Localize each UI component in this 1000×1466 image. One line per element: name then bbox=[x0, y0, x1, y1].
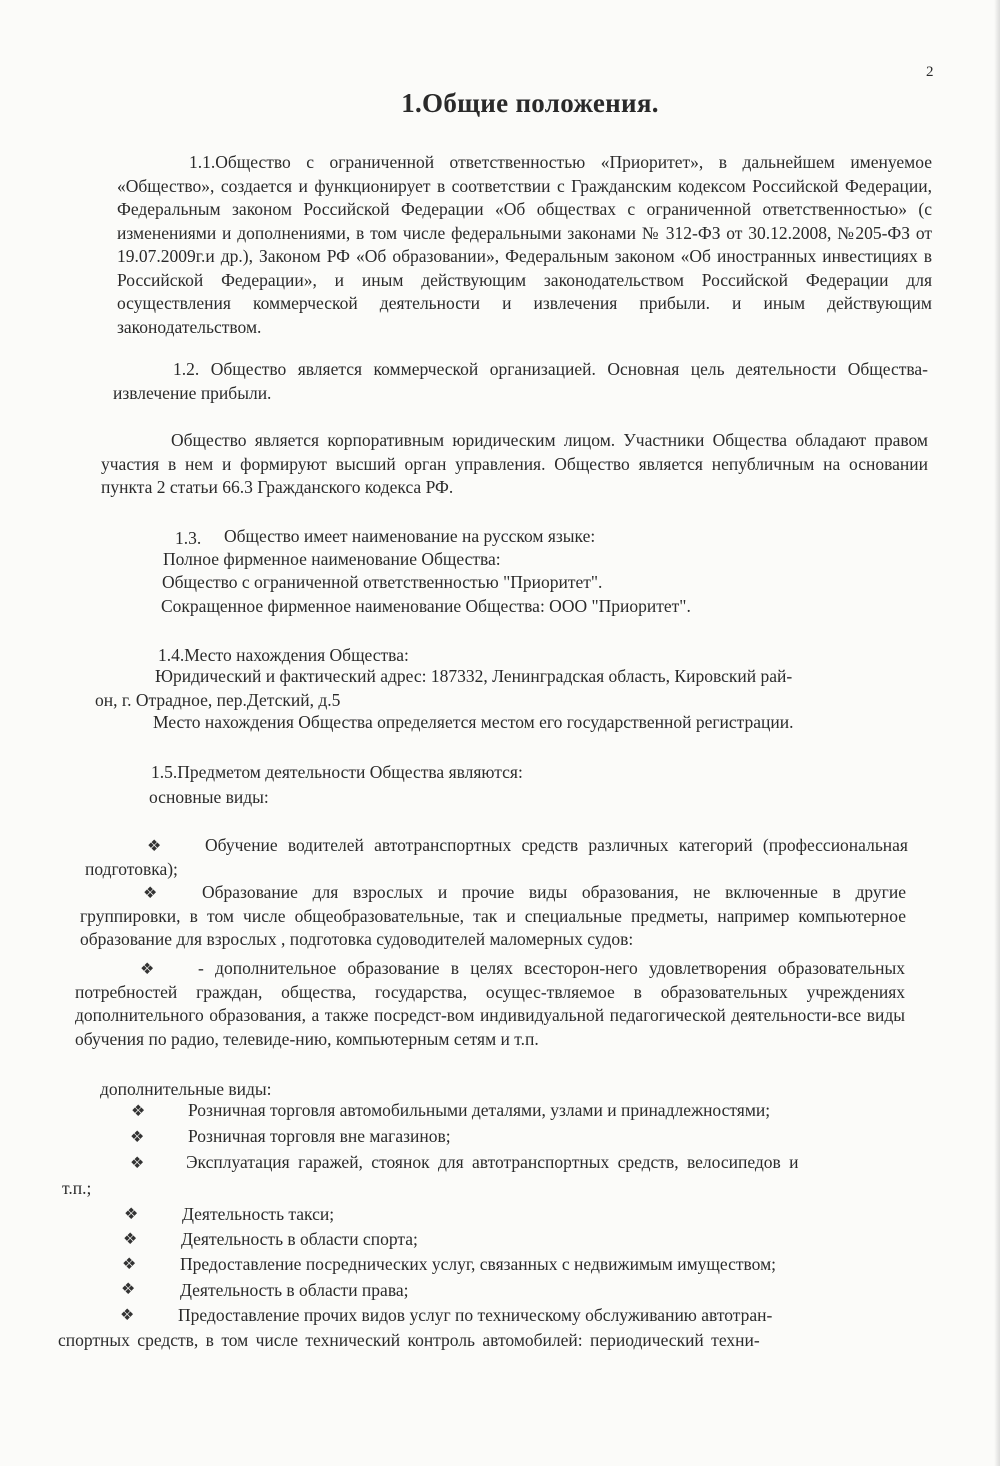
page-edge-shadow bbox=[994, 0, 1000, 1466]
bullet-icon: ❖ bbox=[131, 1103, 146, 1120]
s13-line-3: Общество с ограниченной ответственностью "Приоритет". bbox=[162, 572, 603, 592]
paragraph-1-1: 1.1.Общество с ограниченной ответственностью «Приоритет», в дальнейшем именуемое «Общество», создается и функционирует в соответствии с Гражданским кодексом Российской Федерации, Федеральным законом Российской Федерации «Об обществах с ограниченной ответственностью» (с изменениями и дополнениями, в том числе федеральными законами № 312-ФЗ от 30.12.2008, №205-ФЗ от 19.07.2009г.и др.), Законом РФ «Об образовании», Федеральным законом «Об иностранных инвестициях в Российской Федерации», и иным действующим законодательством Российской Федерации для осуществления коммерческой деятельности и извлечения прибыли. и иным действующим законодательством. bbox=[117, 152, 932, 337]
additional-activity-8: Предоставление прочих видов услуг по техническому обслуживанию автотран- bbox=[178, 1305, 773, 1325]
s13-line-2: Полное фирменное наименование Общества: bbox=[163, 549, 501, 569]
s13-line-4: Сокращенное фирменное наименование Общества: ООО "Приоритет". bbox=[161, 596, 691, 616]
s15-line-1: 1.5.Предметом деятельности Общества являются: bbox=[151, 762, 523, 782]
bullet-icon: ❖ bbox=[130, 1129, 145, 1146]
additional-activity-1: Розничная торговля автомобильными деталями, узлами и принадлежностями; bbox=[188, 1100, 771, 1120]
s14-line-1: 1.4.Место нахождения Общества: bbox=[158, 645, 409, 665]
s15-line-2: основные виды: bbox=[149, 787, 269, 807]
additional-label: дополнительные виды: bbox=[100, 1079, 272, 1099]
main-activity-3: - дополнительное образование в целях всесторон-него удовлетворения образовательных потребностей граждан, общества, государства, осущес-твляемое в образовательных учреждениях дополнительного образования, а также посредст-вом индивидуальной педагогической деятельности-все виды обучения по радио, телевиде-нию, компьютерным сетям и т.п. bbox=[75, 958, 905, 1049]
s14-line-2: Юридический и фактический адрес: 187332, Ленинградская область, Кировский рай- bbox=[155, 666, 793, 686]
bullet-icon: ❖ bbox=[147, 838, 162, 855]
bullet-icon: ❖ bbox=[130, 1155, 145, 1172]
additional-activity-6: Предоставление посреднических услуг, связанных с недвижимым имуществом; bbox=[180, 1254, 777, 1274]
bullet-icon: ❖ bbox=[143, 885, 158, 902]
s14-line-3: он, г. Отрадное, пер.Детский, д.5 bbox=[95, 690, 341, 710]
s13-num: 1.3. bbox=[175, 528, 202, 548]
bullet-icon: ❖ bbox=[121, 1281, 136, 1298]
bullet-icon: ❖ bbox=[122, 1256, 137, 1273]
additional-activity-7: Деятельность в области права; bbox=[180, 1280, 409, 1300]
s14-line-4: Место нахождения Общества определяется местом его государственной регистрации. bbox=[153, 712, 794, 732]
bullet-icon: ❖ bbox=[124, 1206, 139, 1223]
section-title: 1.Общие положения. bbox=[401, 88, 659, 118]
paragraph-1-2b: Общество является корпоративным юридическим лицом. Участники Общества обладают правом участия в нем и формируют высший орган управления. Общество является непубличным на основании пункта 2 статьи 66.3 Гражданского кодекса РФ. bbox=[101, 430, 928, 497]
bullet-icon: ❖ bbox=[123, 1231, 138, 1248]
additional-activity-8-cont: спортных средств, в том числе технический контроль автомобилей: периодический техни- bbox=[58, 1330, 760, 1350]
additional-activity-3: Эксплуатация гаражей, стоянок для автотранспортных средств, велосипедов и bbox=[186, 1152, 799, 1172]
additional-activity-5: Деятельность в области спорта; bbox=[181, 1229, 418, 1249]
s13-line-1: Общество имеет наименование на русском языке: bbox=[224, 526, 596, 546]
main-activity-1: Обучение водителей автотранспортных средств различных категорий (профессиональная подготовка); bbox=[85, 835, 908, 879]
bullet-icon: ❖ bbox=[120, 1307, 135, 1324]
additional-activity-3-cont: т.п.; bbox=[62, 1178, 92, 1198]
additional-activity-2: Розничная торговля вне магазинов; bbox=[188, 1126, 451, 1146]
main-activity-2: Образование для взрослых и прочие виды образования, не включенные в другие группировки, в том числе общеобразовательные, так и специальные предметы, например компьютерное образование для взрослых , подготовка судоводителей маломерных судов: bbox=[80, 882, 906, 949]
paragraph-1-2: 1.2. Общество является коммерческой организацией. Основная цель деятельности Общества- извлечение прибыли. bbox=[113, 359, 928, 403]
bullet-icon: ❖ bbox=[140, 961, 155, 978]
additional-activity-4: Деятельность такси; bbox=[182, 1204, 335, 1224]
page-number: 2 bbox=[926, 64, 934, 80]
